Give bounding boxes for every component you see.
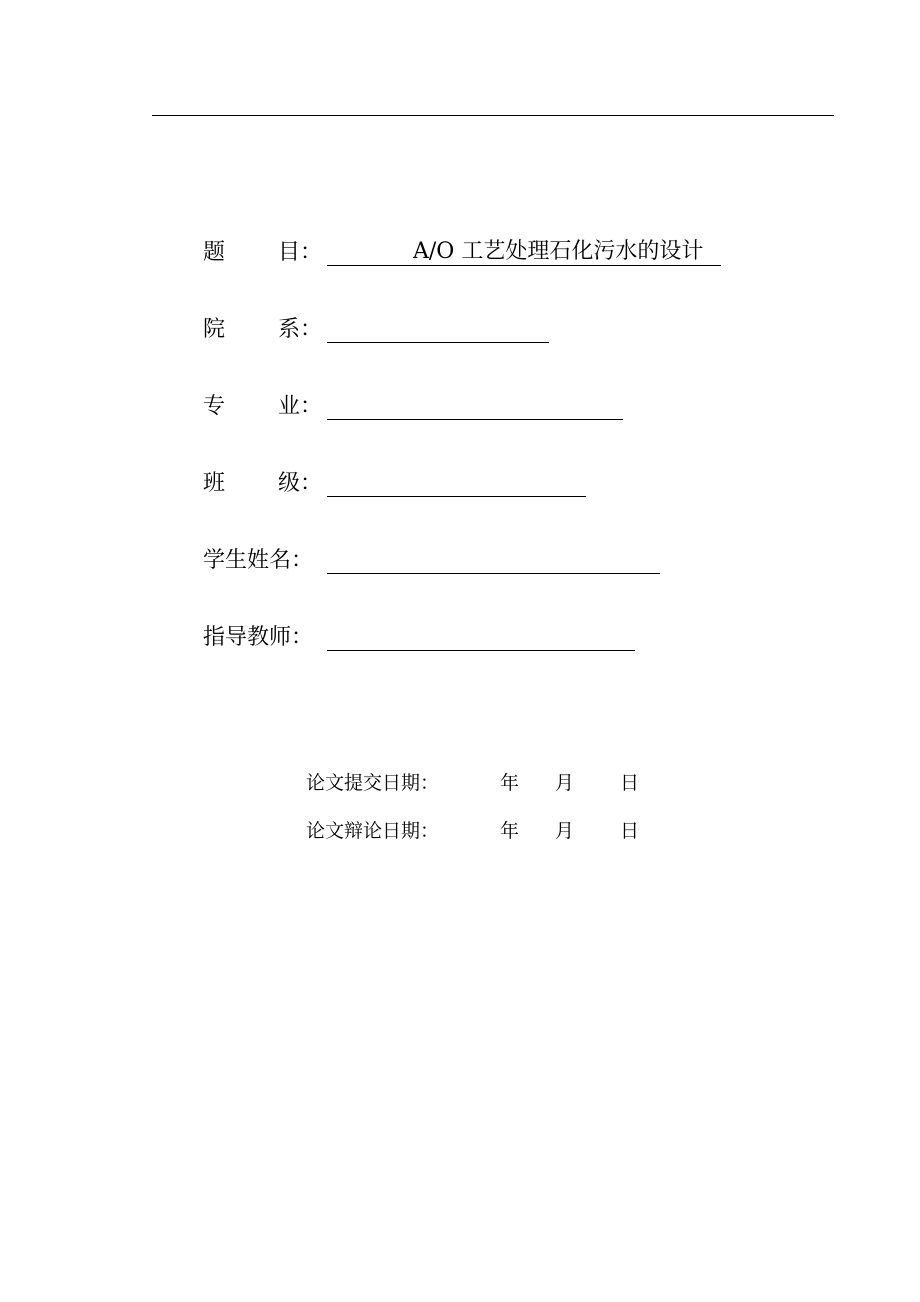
submission-date-label: 论文提交日期： [306, 772, 440, 794]
field-major [203, 386, 623, 420]
field-title [203, 232, 721, 266]
field-advisor-value[interactable] [327, 624, 635, 651]
field-major-value[interactable] [327, 393, 623, 420]
field-student-name-value[interactable] [327, 547, 660, 574]
field-major-label: 专 业： [203, 394, 323, 419]
field-student-name-label: 学生姓名： [203, 548, 314, 573]
field-advisor-label: 指导教师： [203, 625, 314, 650]
field-title-label: 题 目： [203, 240, 323, 265]
field-student-name [203, 540, 660, 574]
defense-day[interactable]: 日 [620, 820, 640, 842]
field-class-value[interactable] [327, 470, 586, 497]
submission-year[interactable]: 年 [500, 772, 520, 794]
field-department [203, 309, 549, 343]
field-class-label: 班 级： [203, 471, 323, 496]
field-title-value[interactable]: A/O 工艺处理石化污水的设计 [327, 239, 721, 266]
field-department-value[interactable] [327, 316, 549, 343]
field-class [203, 463, 586, 497]
submission-month[interactable]: 月 [555, 772, 575, 794]
defense-month[interactable]: 月 [555, 820, 575, 842]
field-advisor [203, 617, 635, 651]
defense-year[interactable]: 年 [500, 820, 520, 842]
submission-day[interactable]: 日 [620, 772, 640, 794]
header-rule [152, 115, 834, 116]
field-department-label: 院 系： [203, 317, 323, 342]
defense-date-label: 论文辩论日期： [306, 820, 440, 842]
